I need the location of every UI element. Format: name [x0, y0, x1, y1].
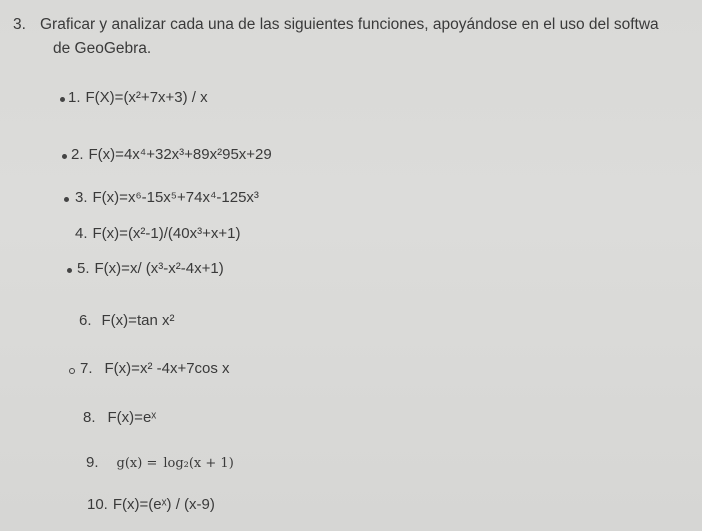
function-lhs: F(x)= — [112, 496, 149, 513]
bullet-icon — [64, 197, 69, 202]
function-lhs: F(x)= — [104, 360, 140, 377]
function-lhs: F(x)= — [88, 146, 124, 163]
function-label: 4. — [75, 225, 88, 242]
function-label: 5. — [77, 260, 90, 277]
function-expression: (x²-1)/(40x³+x+1) — [127, 225, 241, 242]
function-item-6 — [79, 312, 174, 329]
function-expression: 4x⁴+32x³+89x²95x+29 — [123, 146, 272, 163]
exercise-number: 3. — [13, 16, 26, 33]
instruction-line-1: Graficar y analizar cada una de las siguientes funciones, apoyándose en el uso del softwa — [40, 16, 659, 33]
function-item-1 — [68, 89, 208, 106]
function-lhs: F(x)= — [92, 189, 128, 206]
function-expression: (x²+7x+3) / x — [123, 89, 208, 106]
function-expression: eˣ — [142, 409, 157, 426]
function-expression: (eˣ) / (x-9) — [148, 496, 215, 513]
function-lhs: F(x)= — [101, 312, 137, 329]
function-item-9 — [86, 454, 234, 471]
function-label: 9. — [86, 454, 99, 471]
function-label: 6. — [79, 312, 92, 329]
function-item-7 — [80, 360, 230, 377]
exercise-instruction — [13, 13, 702, 57]
instruction-line-2: de GeoGebra. — [53, 40, 152, 57]
function-label: 8. — [83, 409, 96, 426]
function-lhs: F(x)= — [94, 260, 130, 277]
function-label: 10. — [87, 496, 108, 513]
function-lhs: F(X)= — [85, 89, 124, 106]
function-label: 7. — [80, 360, 93, 377]
function-item-8 — [83, 409, 156, 426]
function-expression: log₂(x + 1) — [163, 456, 234, 471]
function-lhs: F(x)= — [92, 225, 128, 242]
function-lhs: F(x)= — [107, 409, 143, 426]
function-label: 1. — [68, 89, 81, 106]
function-item-4 — [75, 225, 240, 242]
bullet-icon — [60, 97, 65, 102]
function-label: 3. — [75, 189, 88, 206]
function-expression: tan x² — [136, 312, 175, 329]
function-expression: x/ (x³-x²-4x+1) — [129, 260, 224, 277]
function-item-5 — [77, 260, 224, 277]
function-expression: x² -4x+7cos x — [139, 360, 230, 377]
function-expression: x⁶-15x⁵+74x⁴-125x³ — [127, 189, 259, 206]
function-lhs: g(x) = — [116, 456, 158, 471]
function-label: 2. — [71, 146, 84, 163]
function-item-2 — [71, 146, 272, 163]
bullet-icon — [67, 268, 72, 273]
function-item-3 — [75, 189, 259, 206]
function-item-10 — [87, 496, 215, 513]
bullet-icon — [62, 154, 67, 159]
bullet-icon — [69, 368, 75, 374]
